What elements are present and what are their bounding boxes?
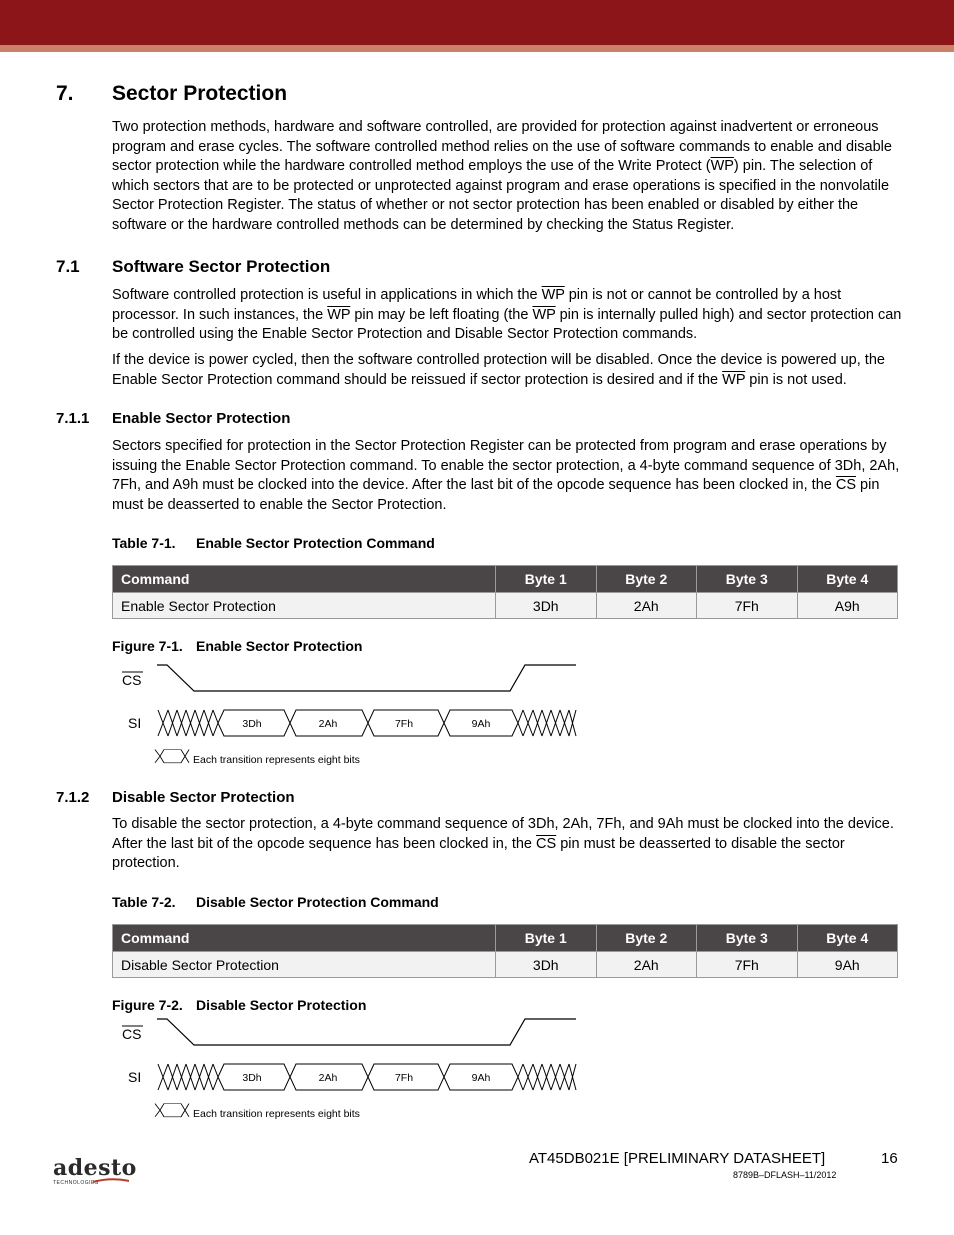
intro-paragraph: Two protection methods, hardware and software controlled, are provided for protection against inadvertent or erroneous program and erase cycles. The software controlled method relies on the use of software commands to enable and disable sector protection while the hardware controlled method employs the use of the Write Protect $(\overline{WP})$ pin. The selection of which sectors that are to be protected or unprotected against program and erase operations is specified in the nonvolatile Sector Protection Register. The status of whether or not sector protection has been enabled or disabled by either the software or the hardware controlled methods can be determined by checking the Status Register. [112, 119, 892, 233]
table-cell: Disable Sector Protection [113, 952, 496, 978]
table-header-cell: Command [113, 925, 496, 952]
table-cell: A9h [797, 593, 898, 619]
figure-7-2-caption: Figure 7-2. Disable Sector Protection [112, 997, 367, 1013]
cs-signal-label: CS [122, 672, 142, 688]
si-waveform [158, 1064, 576, 1090]
table-7-1-caption: Table 7-1. Enable Sector Protection Command [112, 535, 435, 551]
table-cell: 7Fh [697, 952, 798, 978]
cs-waveform [157, 1019, 576, 1045]
enable-protection-paragraph: Sectors specified for protection in the Sector Protection Register can be protected from program and erase operations by issuing the Enable Sector Protection command. To enable the sector protection, a 4-byte command sequence of 3Dh, 2Ah, 7Fh, and A9h must be clocked into the device. After the last bit of the opcode sequence has been clocked in, the $\overline{CS}$ pin must be deasserted to enable the Sector Protection. [112, 438, 900, 513]
disable-protection-paragraph: To disable the sector protection, a 4-byte command sequence of 3Dh, 2Ah, 7Fh, and 9Ah must be clocked into the device. After the last bit of the opcode sequence has been clocked in, the $\overline{CS}$ pin must be deasserted to disable the sector protection. [112, 816, 894, 871]
table-cell: Enable Sector Protection [113, 593, 496, 619]
byte-label: 2Ah [318, 1072, 338, 1084]
byte-label: 2Ah [318, 718, 338, 730]
cs-waveform [157, 665, 576, 691]
header-accent-bar [0, 45, 954, 52]
table-header-cell: Byte 1 [496, 925, 597, 952]
table-header-row [113, 566, 898, 593]
byte-label: 3Dh [242, 1072, 262, 1084]
document-title: AT45DB021E [PRELIMINARY DATASHEET] [529, 1150, 826, 1167]
table-cell: 3Dh [496, 952, 597, 978]
table-cell: 2Ah [596, 952, 697, 978]
logo-wordmark: adesto [53, 1155, 137, 1181]
legend-text: Each transition represents eight bits [193, 754, 360, 766]
logo-subtext: TECHNOLOGIES [53, 1180, 99, 1186]
table-header-cell: Byte 3 [697, 566, 798, 593]
table-header-cell: Byte 2 [596, 566, 697, 593]
table-7-2-caption: Table 7-2. Disable Sector Protection Command [112, 894, 439, 910]
byte-label: 7Fh [394, 718, 414, 730]
disable-protection-table [112, 924, 898, 978]
table-header-cell: Byte 4 [797, 566, 898, 593]
si-signal-label: SI [128, 715, 142, 731]
byte-label: 7Fh [394, 1072, 414, 1084]
subsection-heading-7-1-2: 7.1.2 Disable Sector Protection [56, 789, 295, 806]
table-row [113, 593, 898, 619]
si-signal-label: SI [128, 1069, 142, 1085]
enable-timing-diagram [112, 660, 592, 775]
figure-7-1-caption: Figure 7-1. Enable Sector Protection [112, 638, 363, 654]
table-cell: 7Fh [697, 593, 798, 619]
byte-label: 9Ah [471, 1072, 491, 1084]
byte-label: 3Dh [242, 718, 262, 730]
subsection-heading-7-1: 7.1 Software Sector Protection [56, 257, 331, 276]
table-header-cell: Byte 3 [697, 925, 798, 952]
table-header-row [113, 925, 898, 952]
enable-protection-table [112, 565, 898, 619]
table-header-cell: Command [113, 566, 496, 593]
legend-transition-icon [155, 750, 189, 763]
legend-transition-icon [155, 1104, 189, 1117]
table-cell: 9Ah [797, 952, 898, 978]
software-protection-paragraph-1: Software controlled protection is useful in applications in which the $\overline{WP}$ pin is not or cannot be controlled by a host processor. In such instances, the $\overline{WP}$ pin may be left floating (the $\overline{WP}$ pin is internally pulled high) and sector protection can be controlled using the Enable Sector Protection and Disable Sector Protection commands. [112, 287, 902, 342]
page-number: 16 [881, 1150, 898, 1167]
adesto-logo [53, 1157, 137, 1186]
table-header-cell: Byte 4 [797, 925, 898, 952]
software-protection-paragraph-2: If the device is power cycled, then the software controlled protection will be disabled. Once the device is powered up, the Enable Sector Protection command should be reissued if sector protection is desired and if the $\overline{WP}$ pin is not used. [112, 352, 885, 388]
table-header-cell: Byte 1 [496, 566, 597, 593]
logo-swoosh-icon [91, 1177, 131, 1185]
section-heading: 7. Sector Protection [56, 82, 288, 105]
disable-timing-diagram [112, 1014, 592, 1129]
table-header-cell: Byte 2 [596, 925, 697, 952]
table-cell: 3Dh [496, 593, 597, 619]
document-number: 8789B–DFLASH–11/2012 [733, 1170, 837, 1180]
header-bar [0, 0, 954, 45]
si-waveform [158, 710, 576, 736]
byte-label: 9Ah [471, 718, 491, 730]
legend-text: Each transition represents eight bits [193, 1108, 360, 1120]
subsection-heading-7-1-1: 7.1.1 Enable Sector Protection [56, 410, 291, 427]
table-cell: 2Ah [596, 593, 697, 619]
table-row [113, 952, 898, 978]
cs-signal-label: CS [122, 1026, 142, 1042]
